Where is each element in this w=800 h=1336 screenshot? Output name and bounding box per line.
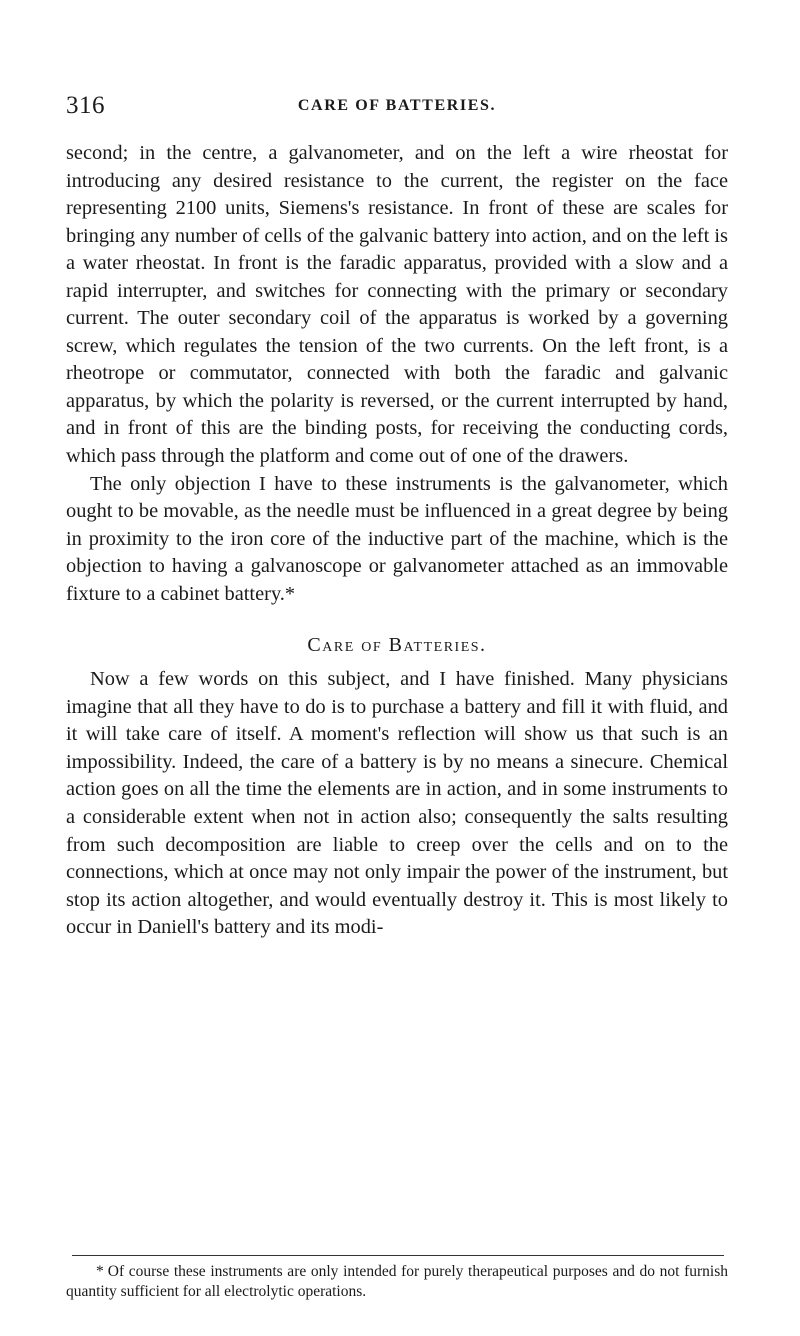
paragraph-continued: second; in the centre, a galvanometer, and on the left a wire rheostat for introducing any desired resistance to the current, the register on the face representing 2100 units, Siemens's resistance. In front of these are scales for bringing any number of cells of the galvanic battery into action, and on the left is a water rheostat. In front is the faradic apparatus, provided with a slow and a rapid interrupter, and switches for connecting with the primary or secondary current. The outer secondary coil of the apparatus is worked by a governing screw, which regulates the tension of the two currents. On the left front, is a rheotrope or commutator, connected with both the faradic and galvanic apparatus, by which the polarity is reversed, or the current interrupted by hand, and in front of this are the binding posts, for receiving the conducting cords, which pass through the platform and come out of one of the drawers. [66,142,728,468]
footnote-rule [72,1255,724,1256]
paragraph-care: Now a few words on this subject, and I have finished. Many physicians imagine that all they have to do is to purchase a battery and fill it with fluid, and it will take care of itself. A moment's reflection will show us that such is an impossibility. Indeed, the care of a battery is by no means a sinecure. Chemical action goes on all the time the elements are in action, and in some instruments to a considerable extent when not in action also; consequently the salts resulting from such decomposition are liable to creep over the cells and on to the connections, which at once may not only impair the power of the instrument, but stop its action altogether, and would eventually destroy it. This is most likely to occur in Daniell's battery and its modi- [66,668,728,939]
running-head: CARE OF BATTERIES. [297,97,497,114]
footnote [66,1262,728,1302]
page-header [66,92,728,122]
paragraph-objection: The only objection I have to these instruments is the galvanometer, which ought to be movable, as the needle must be influenced in a great degree by being in proximity to the iron core of the inductive part of the machine, which is the objection to having a galvanoscope or galvanometer attached as an immovable fixture to a cabinet battery.* [66,472,728,605]
body-text [66,140,728,942]
footnote-text: Of course these instruments are only intended for purely therapeutical purposes and do not furnish quantity sufficient for all electrolytic operations. [66,1263,728,1300]
section-heading: Care of Batteries. [307,634,487,657]
page-number: 316 [66,92,105,119]
footnote-marker: * [96,1263,104,1280]
